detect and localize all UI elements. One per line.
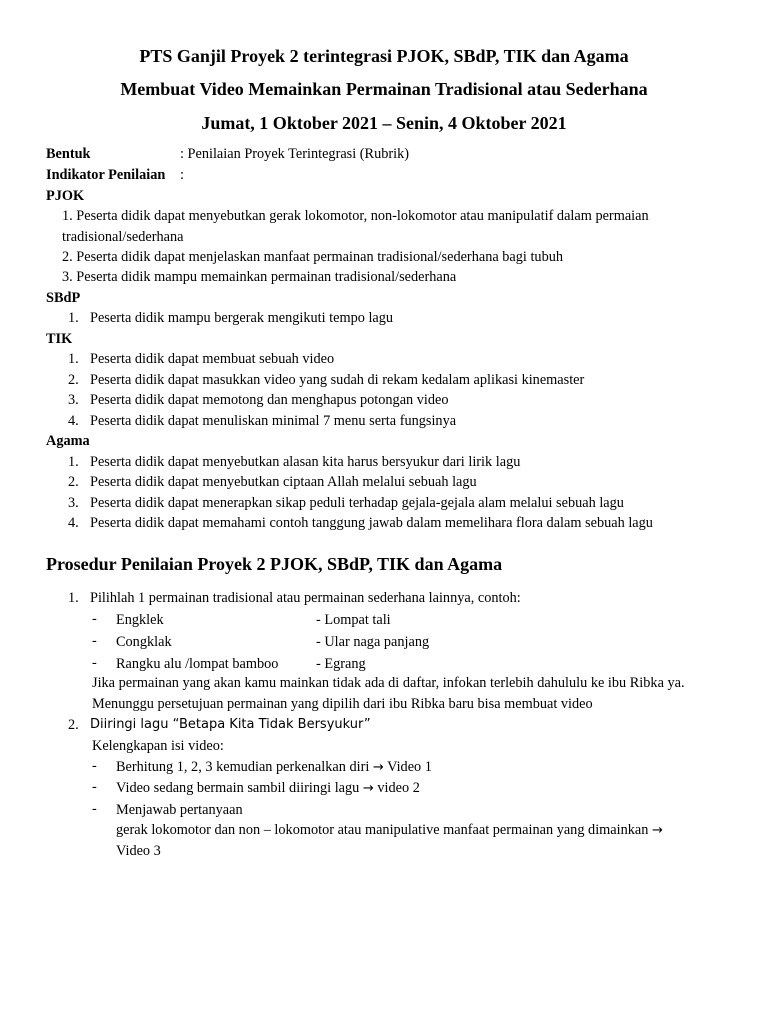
tik-item-number: 4. [68,413,79,429]
tik-item-number: 1. [68,351,79,367]
dash-bullet: - [92,779,97,795]
step-sub: Kelengkapan isi video: [92,738,224,754]
dash-bullet: - [92,611,97,627]
document-date: Jumat, 1 Oktober 2021 – Senin, 4 Oktober 2021 [201,113,567,133]
agama-heading: Agama [46,433,90,449]
agama-item: Peserta didik dapat menyebutkan alasan kita harus bersyukur dari lirik lagu [90,454,521,470]
agama-item-number: 2. [68,474,79,490]
dash-bullet: - [92,801,97,817]
step-text: Pilihlah 1 permainan tradisional atau permainan sederhana lainnya, contoh: [90,590,521,606]
dash-bullet: - [92,655,97,671]
agama-item-number: 4. [68,515,79,531]
dash-bullet: - [92,633,97,649]
agama-item: Peserta didik dapat menyebutkan ciptaan Allah melalui sebuah lagu [90,474,477,490]
game-option: - Ular naga panjang [316,634,430,650]
video-item [116,758,432,777]
agama-item: Peserta didik dapat memahami contoh tanggung jawab dalam memelihara flora dalam sebuah lagu [90,515,653,531]
step-note: Jika permainan yang akan kamu mainkan tidak ada di daftar, infokan terlebih dahululu ke ibu Ribka ya. [92,675,685,691]
game-option: Congklak [116,634,172,650]
pjok-item: 1. Peserta didik dapat menyebutkan gerak lokomotor, non-lokomotor atau manipulatif dalam permaian [62,208,649,224]
video-item-label: video 2 [373,780,420,796]
game-option: Rangku alu /lompat bamboo [116,656,279,672]
video-item-text: Video sedang bermain sambil diiringi lagu [116,780,363,796]
video-detail: Video 3 [116,843,161,859]
indikator-colon: : [180,167,184,183]
pjok-item: 2. Peserta didik dapat menjelaskan manfaat permainan tradisional/sederhana bagi tubuh [62,249,564,265]
tik-item-number: 3. [68,392,79,408]
pjok-item: tradisional/sederhana [62,229,184,245]
prosedur-heading: Prosedur Penilaian Proyek 2 PJOK, SBdP, TIK dan Agama [46,554,503,574]
tik-item: Peserta didik dapat menuliskan minimal 7 menu serta fungsinya [90,413,457,429]
arrow-right-icon: → [372,760,384,775]
video-detail-text: gerak lokomotor dan non – lokomotor atau manipulative manfaat permainan yang dimainkan [116,822,652,838]
sbdp-item-number: 1. [68,310,79,326]
agama-item: Peserta didik dapat menerapkan sikap peduli terhadap gejala-gejala alam melalui sebuah lagu [90,495,624,511]
arrow-right-icon: → [362,781,374,796]
video-item-text: Berhitung 1, 2, 3 kemudian perkenalkan diri [116,759,373,775]
step-note: Menunggu persetujuan permainan yang dipilih dari ibu Ribka baru bisa membuat video [92,696,593,712]
arrow-right-icon: → [651,823,663,838]
step-number: 1. [68,590,79,606]
pjok-heading: PJOK [46,188,85,204]
document-subtitle: Membuat Video Memainkan Permainan Tradisional atau Sederhana [120,79,648,99]
agama-item-number: 1. [68,454,79,470]
pjok-item: 3. Peserta didik mampu memainkan permainan tradisional/sederhana [62,269,457,285]
tik-item: Peserta didik dapat masukkan video yang sudah di rekam kedalam aplikasi kinemaster [90,372,585,388]
bentuk-value: : Penilaian Proyek Terintegrasi (Rubrik) [180,146,410,162]
tik-item: Peserta didik dapat membuat sebuah video [90,351,335,367]
video-item-label: Video 1 [383,759,432,775]
indikator-label: Indikator Penilaian [46,167,166,183]
dash-bullet: - [92,758,97,774]
document-title: PTS Ganjil Proyek 2 terintegrasi PJOK, SBdP, TIK dan Agama [139,46,629,66]
video-item: Menjawab pertanyaan [116,802,243,818]
step-text: Diiringi lagu “Betapa Kita Tidak Bersyukur” [90,717,371,732]
game-option: - Egrang [316,656,366,672]
game-option: - Lompat tali [316,612,391,628]
bentuk-label: Bentuk [46,146,91,162]
agama-item-number: 3. [68,495,79,511]
video-detail [116,821,663,840]
video-item [116,779,420,798]
tik-heading: TIK [46,331,73,347]
step-number: 2. [68,717,79,733]
sbdp-heading: SBdP [46,290,81,306]
sbdp-item: Peserta didik mampu bergerak mengikuti tempo lagu [90,310,394,326]
tik-item: Peserta didik dapat memotong dan menghapus potongan video [90,392,449,408]
tik-item-number: 2. [68,372,79,388]
game-option: Engklek [116,612,164,628]
